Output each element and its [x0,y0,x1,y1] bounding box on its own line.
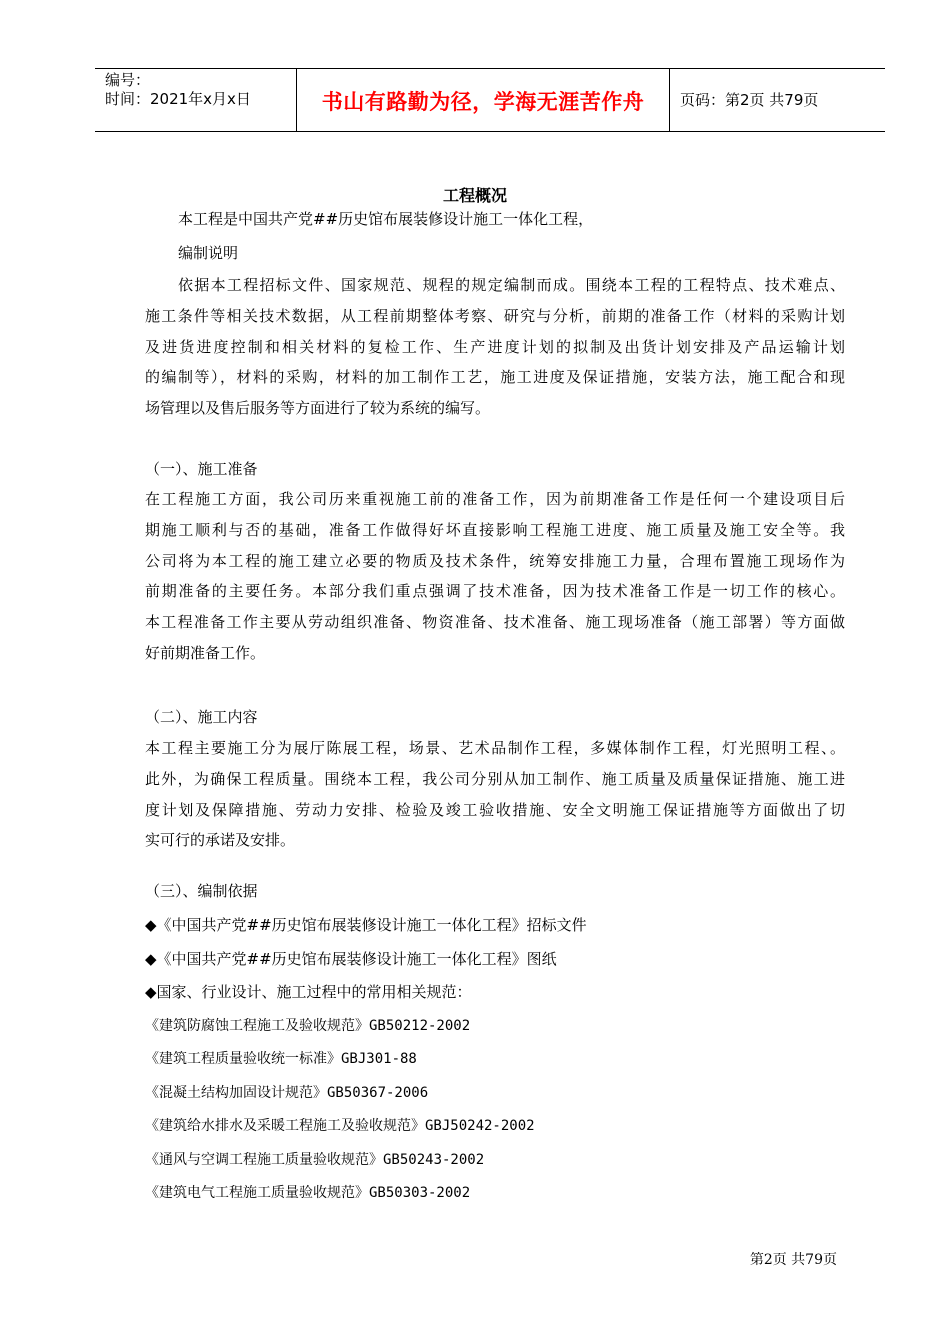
paragraph-line: 度计划及保障措施、劳动力安排、检验及竣工验收措施、安全文明施工保证措施等方面做出了切 [145,800,845,819]
section-heading-preparation: （一）、施工准备 [145,460,258,478]
header-time-label: 时间：2021年x月x日 [105,90,251,108]
paragraph-line: 前期准备的主要任务。本部分我们重点强调了技术准备，因为技术准备工作是一切工作的核心。 [145,582,845,601]
standard-item: 《建筑防腐蚀工程施工及验收规范》GB50212-2002 [145,1018,471,1034]
paragraph-line: 实可行的承诺及安排。 [145,831,296,850]
standard-item: 《建筑电气工程施工质量验收规范》GB50303-2002 [145,1185,471,1201]
bullet-item: ◆《中国共产党##历史馆布展装修设计施工一体化工程》招标文件 [145,916,587,934]
section-content-paragraph [145,733,845,856]
paragraph-line: 本工程主要施工分为展厅陈展工程，场景、艺术品制作工程，多媒体制作工程，灯光照明工程、。 [145,739,845,757]
paragraph-line: 在工程施工方面，我公司历来重视施工前的准备工作，因为前期准备工作是任何一个建设项目后 [145,490,845,508]
compile-note-heading: 编制说明 [178,244,239,262]
header-meta [105,71,251,109]
paragraph-line: 及进货进度控制和相关材料的复检工作、生产进度计划的拟制及出货计划安排及产品运输计划 [145,337,845,356]
paragraph-line: 公司将为本工程的施工建立必要的物质及技术条件，统筹安排施工力量，合理布置施工现场作为 [145,551,845,570]
bullet-item: ◆国家、行业设计、施工过程中的常用相关规范： [145,983,472,1001]
header-page-label: 页码：第2页 共79页 [680,91,819,109]
standard-item: 《混凝土结构加固设计规范》GB50367-2006 [145,1085,429,1101]
page-header [95,68,885,132]
paragraph-line: 施工条件等相关技术数据，从工程前期整体考察、研究与分析，前期的准备工作（材料的采购计划 [145,306,845,325]
standard-item: 《通风与空调工程施工质量验收规范》GB50243-2002 [145,1152,485,1168]
header-divider [669,69,670,131]
header-number-label: 编号： [105,71,151,89]
paragraph-line: 的编制等），材料的采购，材料的加工制作工艺，施工进度及保证措施，安装方法，施工配合和现 [145,368,845,387]
page-footer: 第2页 共79页 [749,1252,837,1268]
document-title: 工程概况 [442,186,507,205]
compile-note-paragraph [145,270,845,424]
section-heading-content: （二）、施工内容 [145,708,258,726]
section-heading-basis: （三）、编制依据 [145,882,258,900]
header-motto: 书山有路勤为径，学海无涯苦作舟 [321,90,645,114]
standard-item: 《建筑工程质量验收统一标准》GBJ301-88 [145,1051,417,1067]
bullet-item: ◆《中国共产党##历史馆布展装修设计施工一体化工程》图纸 [145,950,557,968]
paragraph-line: 好前期准备工作。 [145,643,266,662]
paragraph-line: 依据本工程招标文件、国家规范、规程的规定编制而成。围绕本工程的工程特点、技术难点、 [178,276,845,294]
paragraph-line: 本工程准备工作主要从劳动组织准备、物资准备、技术准备、施工现场准备（施工部署）等方面做 [145,613,845,632]
paragraph-line: 期施工顺利与否的基础，准备工作做得好坏直接影响工程施工进度、施工质量及施工安全等。我 [145,520,845,539]
paragraph-line: 此外，为确保工程质量。围绕本工程，我公司分别从加工制作、施工质量及质量保证措施、施工进 [145,769,845,788]
paragraph-line: 场管理以及售后服务等方面进行了较为系统的编写。 [145,399,491,418]
section-preparation-paragraph [145,484,845,669]
intro-text: 本工程是中国共产党##历史馆布展装修设计施工一体化工程， [178,210,594,228]
standard-item: 《建筑给水排水及采暖工程施工及验收规范》GBJ50242-2002 [145,1118,535,1134]
